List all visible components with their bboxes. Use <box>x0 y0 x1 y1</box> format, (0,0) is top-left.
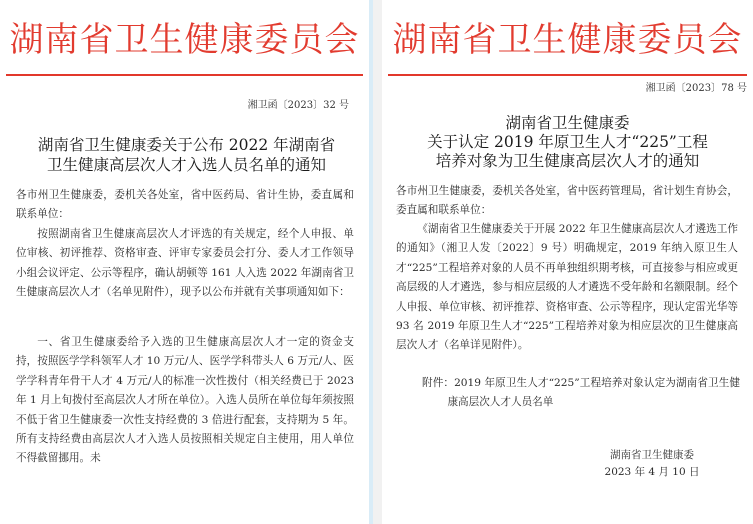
document-title-line-2: 卫生健康高层次人才入选人员名单的通知 <box>46 156 326 174</box>
signature-organization: 湖南省卫生健康委 <box>610 449 694 461</box>
document-title-line-3: 培养对象为卫生健康高层次人才的通知 <box>435 152 700 170</box>
body-paragraph-1: 《湖南省卫生健康委关于开展 2022 年卫生健康高层次人才遴选工作的通知》（湘卫人发〔2022〕9 号）明确规定，2019 年纳入原卫生人才“225”工程培养对象的人员不再单独组织期考核，可直接参与相应或更高层级的人才遴选，参与相应层级的人才遴选不受年龄和名额限制。经个人申报、单位审核、初评推荐、资格审查、公示等程序，现认定雷光华等 93 名 2019 年原卫生人才“225”工程培养对象为相应层次的卫生健康高层次人才（名单详见附件）。 <box>396 223 738 352</box>
document-header: 湖南省卫生健康委员会 <box>392 20 743 60</box>
document-title-line-1: 湖南省卫生健康委 <box>505 114 630 132</box>
document-title-line-2: 关于认定 2019 年原卫生人才“225”工程 <box>427 133 708 151</box>
addressee: 各市州卫生健康委，委机关各处室，省中医药管理局，省计划生育协会，委直属和联系单位： <box>396 185 738 217</box>
signature-date: 2023 年 4 月 10 日 <box>604 466 700 478</box>
body-paragraph-1: 按照湖南省卫生健康高层次人才评选的有关规定，经个人申报、单位审核、初评推荐、资格审查、评审专家委员会打分、委人才工作领导小组会议评定、公示等程序，确认胡顿等 161 人入选 2022 年湖南省卫生健康高层次人才（名单见附件），现予以公布并就有关事项通知如下： <box>16 228 354 299</box>
page-gap-stripe <box>369 0 373 524</box>
document-page-right <box>382 0 753 524</box>
document-header: 湖南省卫生健康委员会 <box>9 20 360 60</box>
document-page-left <box>0 0 369 524</box>
addressee: 各市州卫生健康委，委机关各处室，省中医药局、省计生协，委直属和联系单位： <box>16 189 354 221</box>
attachment-note: 附件：2019 年原卫生人才“225”工程培养对象认定为湖南省卫生健康高层次人才人员名单 <box>422 377 740 409</box>
body-paragraph-2: 一、省卫生健康委给予入选的卫生健康高层次人才一定的资金支持，按照医学学科领军人才 10 万元/人、医学学科带头人 6 万元/人、医学学科青年骨干人才 4 万元/人的标准一次性拨付（相关经费已于 2023 年 1 月上旬拨付至高层次人才所在单位）。入选人员所在单位每年须按照不低于省卫生健康委一次性支持经费的 3 倍进行配套，支持期为 5 年。所有支持经费由高层次人才入选人员按照相关规定自主使用，用人单位不得截留挪用。未 <box>16 336 354 465</box>
document-number: 湘卫函〔2023〕78 号 <box>645 83 747 94</box>
header-red-line <box>388 74 747 76</box>
document-title-line-1: 湖南省卫生健康委关于公布 2022 年湖南省 <box>37 136 336 154</box>
document-number: 湘卫函〔2023〕32 号 <box>247 100 349 111</box>
header-red-line <box>6 74 363 76</box>
